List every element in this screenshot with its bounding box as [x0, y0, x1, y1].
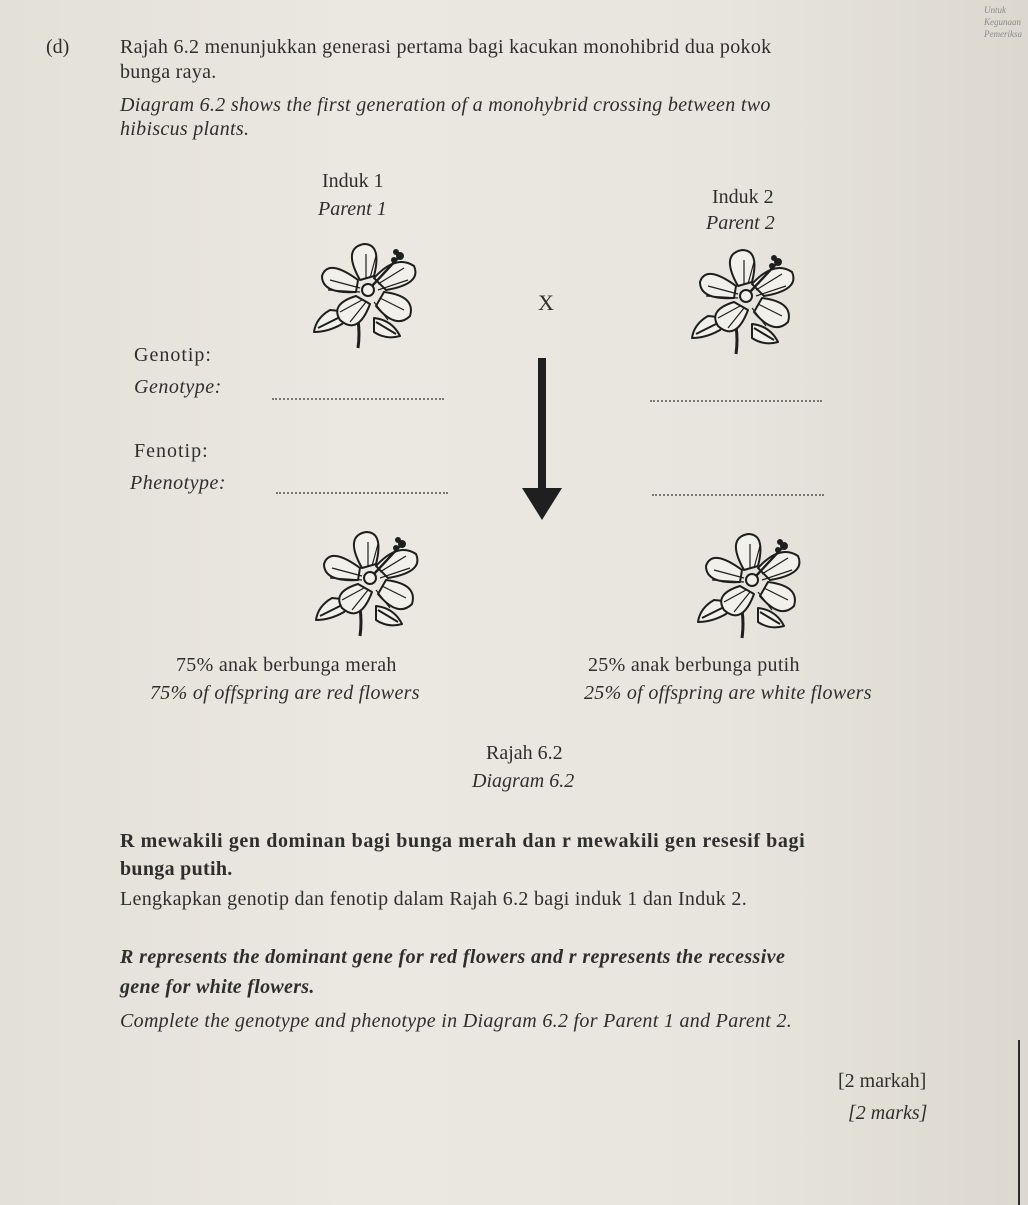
question-label: (d) — [46, 36, 70, 58]
offspring2-malay: 25% anak berbunga putih — [588, 654, 800, 676]
caption-malay: Rajah 6.2 — [486, 742, 563, 764]
marks-malay: [2 markah] — [838, 1070, 927, 1092]
instruction-english-line3: Complete the genotype and phenotype in Diagram 6.2 for Parent 1 and Parent 2. — [120, 1010, 793, 1032]
cross-symbol: X — [538, 290, 554, 315]
genotype-malay-label: Genotip: — [134, 344, 212, 366]
offspring1-malay: 75% anak berbunga merah — [176, 654, 397, 676]
parent2-hibiscus-icon — [690, 246, 810, 356]
margin-rule — [1018, 1040, 1020, 1205]
offspring-red-hibiscus-icon — [314, 528, 434, 638]
parent2-genotype-blank[interactable] — [650, 400, 822, 402]
phenotype-malay-label: Fenotip: — [134, 440, 209, 462]
parent2-malay-label: Induk 2 — [712, 186, 774, 208]
instruction-malay-line1: R mewakili gen dominan bagi bunga merah dan r mewakili gen resesif bagi — [120, 830, 806, 852]
question-malay-line1: Rajah 6.2 menunjukkan generasi pertama bagi kacukan monohibrid dua pokok — [120, 36, 772, 58]
parent1-hibiscus-icon — [312, 240, 432, 350]
caption-english: Diagram 6.2 — [472, 770, 575, 792]
parent1-genotype-blank[interactable] — [272, 398, 444, 400]
instruction-english-line1: R represents the dominant gene for red flowers and r represents the recessive — [120, 946, 786, 968]
margin-note — [984, 4, 1022, 40]
question-english-line1: Diagram 6.2 shows the first generation of a monohybrid crossing between two — [120, 94, 771, 116]
down-arrow-icon — [522, 358, 562, 522]
question-malay-line2: bunga raya. — [120, 61, 217, 83]
genotype-english-label: Genotype: — [134, 376, 222, 398]
parent2-phenotype-blank[interactable] — [652, 494, 824, 496]
margin-note-line2: Kegunaan — [984, 17, 1021, 27]
margin-note-line3: Pemeriksa — [984, 29, 1022, 39]
question-english-line2: hibiscus plants. — [120, 118, 250, 140]
parent1-malay-label: Induk 1 — [322, 170, 384, 192]
parent1-english-label: Parent 1 — [318, 198, 387, 220]
parent2-english-label: Parent 2 — [706, 212, 775, 234]
marks-english: [2 marks] — [848, 1102, 928, 1124]
instruction-malay-line3: Lengkapkan genotip dan fenotip dalam Rajah 6.2 bagi induk 1 dan Induk 2. — [120, 888, 748, 910]
parent1-phenotype-blank[interactable] — [276, 492, 448, 494]
margin-note-line1: Untuk — [984, 5, 1006, 15]
offspring1-english: 75% of offspring are red flowers — [150, 682, 420, 704]
instruction-malay-line2: bunga putih. — [120, 858, 233, 880]
offspring2-english: 25% of offspring are white flowers — [584, 682, 872, 704]
phenotype-english-label: Phenotype: — [130, 472, 227, 494]
instruction-english-line2: gene for white flowers. — [120, 976, 315, 998]
offspring-white-hibiscus-icon — [696, 530, 816, 640]
